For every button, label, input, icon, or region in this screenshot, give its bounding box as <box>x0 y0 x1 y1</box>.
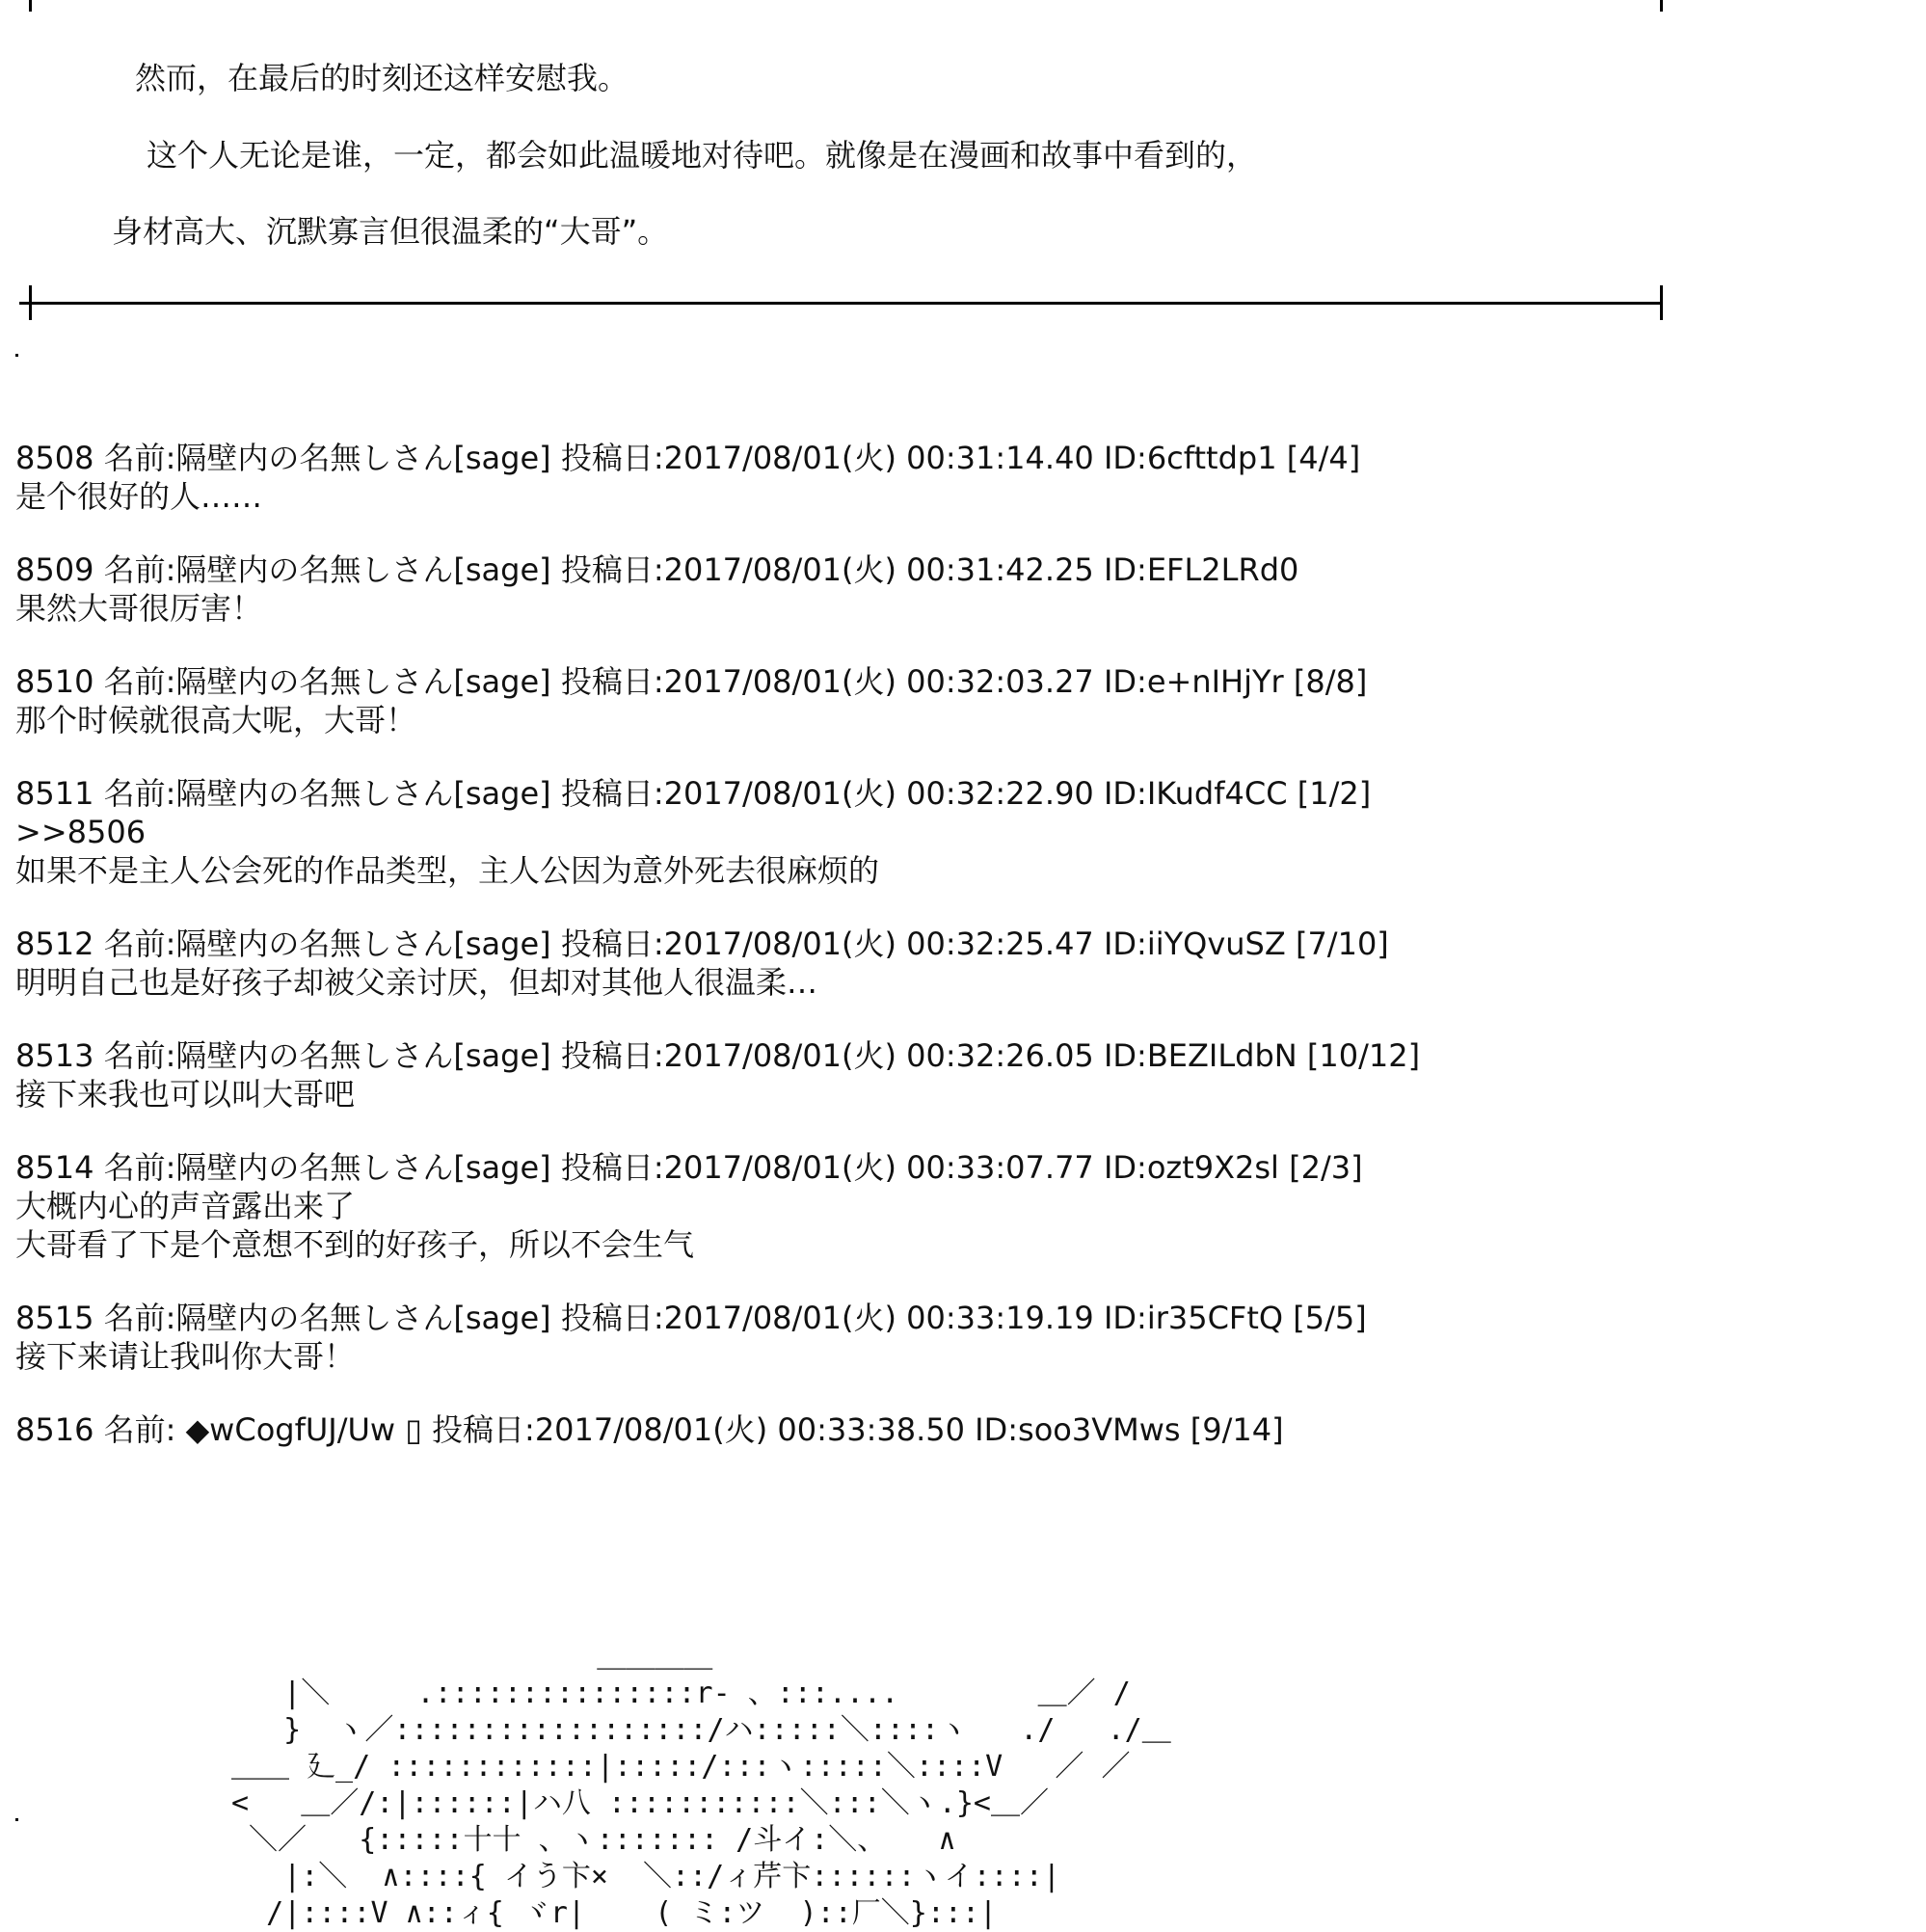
post-header: 8514 名前:隔壁内の名無しさん[sage] 投稿日:2017/08/01(火) 00:33:07.77 ID:ozt9X2sl [2/3] <box>15 1149 1363 1186</box>
frame-bottom-rule <box>19 302 1660 305</box>
post-header: 8512 名前:隔壁内の名無しさん[sage] 投稿日:2017/08/01(火) 00:32:25.47 ID:iiYQvuSZ [7/10] <box>15 926 1389 962</box>
frame-tick-top-right <box>1660 0 1663 12</box>
post-8511 <box>15 774 1905 890</box>
post-8510 <box>15 662 1905 739</box>
post-body: 如果不是主人公会死的作品类型，主人公因为意外死去很麻烦的 <box>15 852 880 889</box>
frame-tick-bottom-left <box>29 285 32 320</box>
post-body: 明明自己也是好孩子却被父亲讨厌，但却对其他人很温柔… <box>15 964 818 1001</box>
post-body: 果然大哥很厉害！ <box>15 590 263 627</box>
stray-dot <box>15 354 18 357</box>
post-8515 <box>15 1299 1905 1376</box>
post-body: 是个很好的人…… <box>15 478 263 515</box>
post-8512 <box>15 925 1905 1002</box>
frame-tick-bottom-right <box>1660 285 1663 320</box>
story-line-2: 这个人无论是谁，一定，都会如此温暖地对待吧。就像是在漫画和故事中看到的， <box>147 137 1258 174</box>
story-line-3: 身材高大、沉默寡言但很温柔的“大哥”。 <box>112 213 669 250</box>
post-body: 接下来请让我叫你大哥！ <box>15 1338 356 1375</box>
post-body: 大概内心的声音露出来了 <box>15 1188 356 1224</box>
stray-dot-lower <box>15 1818 18 1821</box>
post-body: 大哥看了下是个意想不到的好孩子，所以不会生气 <box>15 1226 695 1263</box>
post-8514 <box>15 1148 1905 1264</box>
post-reply-link[interactable]: >>8506 <box>15 814 147 850</box>
post-body: 接下来我也可以叫大哥吧 <box>15 1076 356 1113</box>
post-8516 <box>15 1410 1905 1449</box>
post-header: 8509 名前:隔壁内の名無しさん[sage] 投稿日:2017/08/01(火) 00:31:42.25 ID:EFL2LRd0 <box>15 551 1299 588</box>
post-header: 8515 名前:隔壁内の名無しさん[sage] 投稿日:2017/08/01(火) 00:33:19.19 ID:ir35CFtQ [5/5] <box>15 1300 1367 1336</box>
post-header: 8516 名前: ◆wCogfUJ/Uw ▯ 投稿日:2017/08/01(火) 00:33:38.50 ID:soo3VMws [9/14] <box>15 1411 1284 1448</box>
story-line-1: 然而，在最后的时刻还这样安慰我。 <box>135 60 629 96</box>
post-8509 <box>15 550 1905 628</box>
post-header: 8511 名前:隔壁内の名無しさん[sage] 投稿日:2017/08/01(火) 00:32:22.90 ID:IKudf4CC [1/2] <box>15 775 1372 812</box>
post-header: 8508 名前:隔壁内の名無しさん[sage] 投稿日:2017/08/01(火) 00:31:14.40 ID:6cfttdp1 [4/4] <box>15 440 1361 476</box>
story-frame <box>0 0 1926 318</box>
ascii-art: ＿＿＿＿ |＼ .:::::::::::::::r‐ 、:::.... ＿／ / } ヽ／::::::::::::::::::/ハ:::::＼::::ヽ ./ ./＿ ＿＿ 廴_/ ::::::::::::|:::::/:::ヽ:::::＼::::V ／ ／ < ＿／/:|::::::|ハ八 :::::::::::＼:::＼ヽ.}<＿／ ＼／ {:::::十十 、ヽ::::::: /斗イ:＼、 ∧ |:＼ ∧::::{ イう卞× ＼::/ィ芹卞::::::ヽイ::::| /|::::V ∧::ィ{ ヾr| ( ミ:ツ )::厂＼}:::| <box>231 1640 1171 1930</box>
post-8508 <box>15 439 1905 516</box>
thread <box>15 439 1905 1484</box>
post-header: 8510 名前:隔壁内の名無しさん[sage] 投稿日:2017/08/01(火) 00:32:03.27 ID:e+nIHjYr [8/8] <box>15 663 1368 700</box>
post-header: 8513 名前:隔壁内の名無しさん[sage] 投稿日:2017/08/01(火) 00:32:26.05 ID:BEZILdbN [10/12] <box>15 1037 1421 1074</box>
post-body: 那个时候就很高大呢，大哥！ <box>15 702 417 738</box>
post-8513 <box>15 1036 1905 1114</box>
frame-tick-top-left <box>29 0 32 12</box>
